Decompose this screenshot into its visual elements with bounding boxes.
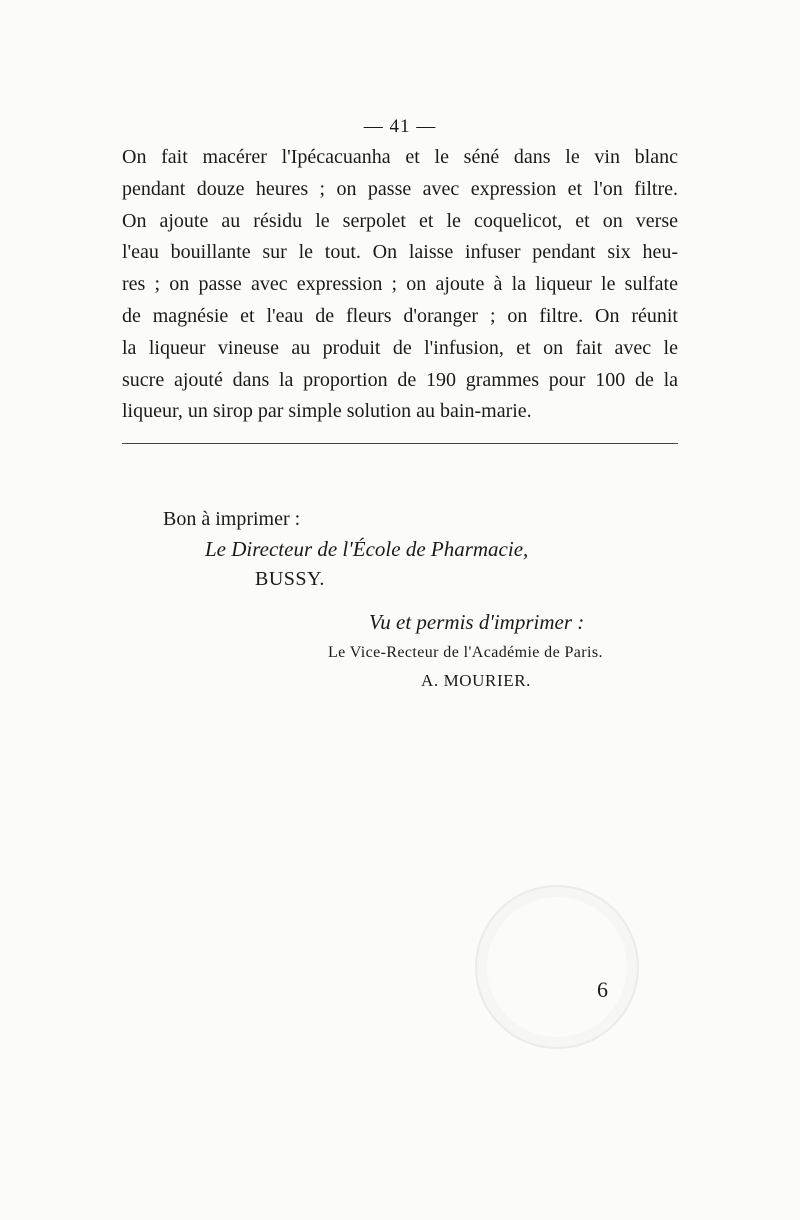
body-line: liqueur, un sirop par simple solution au bain-marie.: [122, 400, 532, 423]
page-number-top: — 41 —: [363, 116, 437, 137]
director-name: BUSSY.: [255, 568, 325, 590]
rector-title: Le Vice-Recteur de l'Académie de Paris.: [328, 644, 603, 661]
director-title: Le Directeur de l'École de Pharmacie,: [205, 537, 529, 561]
body-line: pendant douze heures ; on passe avec expression et l'on filtre.: [122, 177, 678, 200]
body-line: de magnésie et l'eau de fleurs d'oranger ; on filtre. On réunit: [122, 304, 678, 327]
faded-stamp: [475, 885, 639, 1049]
body-line: res ; on passe avec expression ; on ajoute à la liqueur le sulfate: [122, 273, 678, 296]
permission-label: Vu et permis d'imprimer :: [369, 610, 585, 634]
page-number-bottom: 6: [597, 977, 608, 1002]
rector-name: A. MOURIER.: [421, 671, 532, 690]
body-line: la liqueur vineuse au produit de l'infusion, et on fait avec le: [122, 336, 678, 359]
body-paragraph: [122, 142, 678, 428]
body-line: On fait macérer l'Ipécacuanha et le séné dans le vin blanc: [122, 146, 678, 168]
body-line: On ajoute au résidu le serpolet et le coquelicot, et on verse: [122, 209, 678, 232]
imprimatur-label: Bon à imprimer :: [163, 508, 301, 530]
body-line: l'eau bouillante sur le tout. On laisse infuser pendant six heu-: [122, 241, 678, 264]
body-line: sucre ajouté dans la proportion de 190 grammes pour 100 de la: [122, 368, 678, 391]
horizontal-divider: [122, 443, 678, 444]
